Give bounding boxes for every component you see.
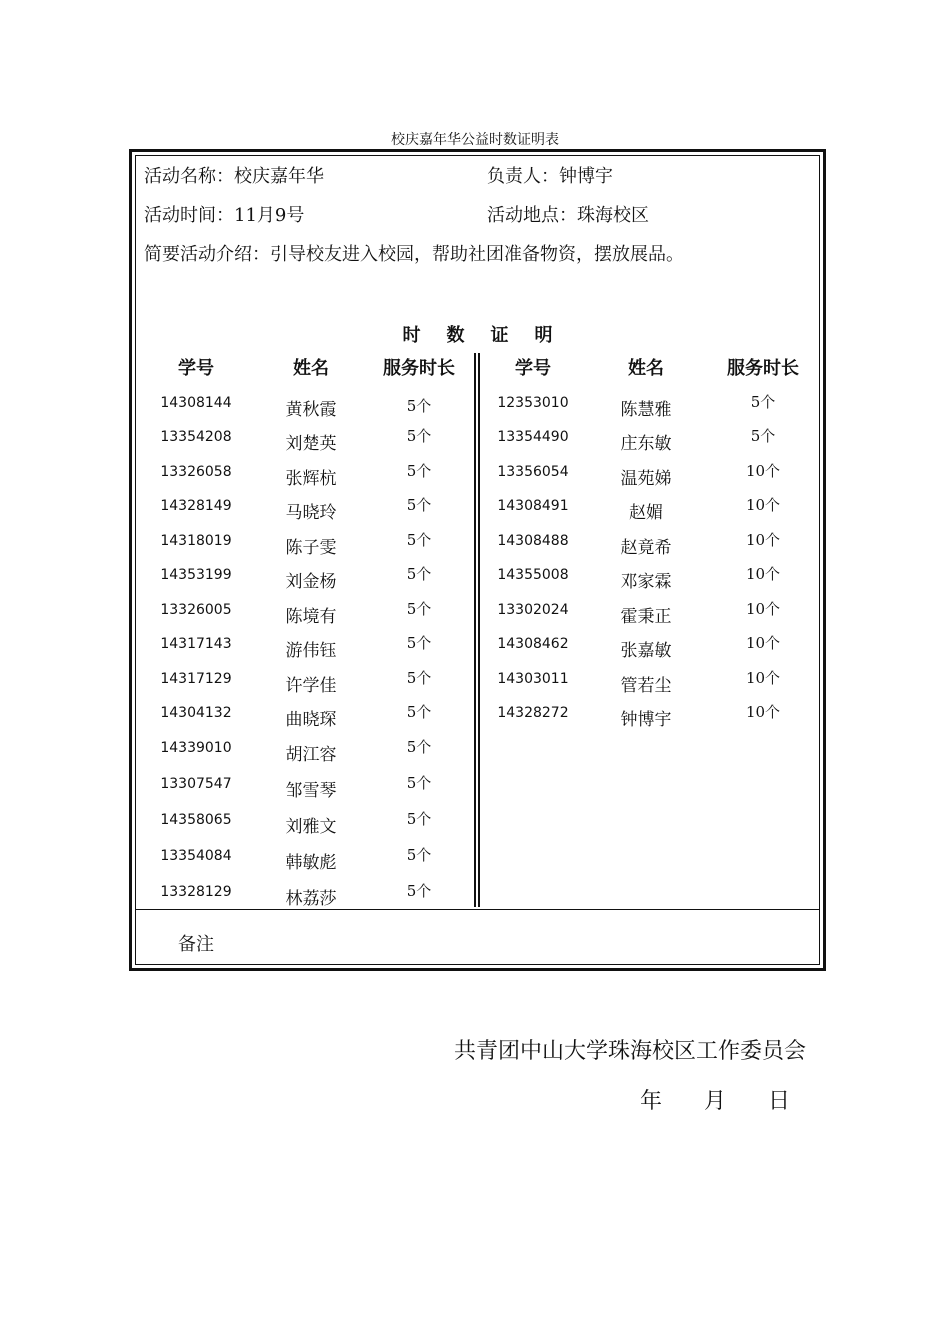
date-month-label: 月 <box>704 1089 727 1114</box>
student-name: 马晓玲 <box>285 503 337 523</box>
service-hours: 5个 <box>406 427 432 445</box>
student-id: 13326005 <box>160 602 232 618</box>
service-hours: 5个 <box>406 397 432 415</box>
student-id: 14308462 <box>497 636 569 652</box>
service-hours: 10个 <box>745 565 781 583</box>
student-name: 邹雪琴 <box>285 781 337 801</box>
date-line <box>640 1084 832 1115</box>
student-id: 13354490 <box>497 429 569 445</box>
service-hours: 10个 <box>745 600 781 618</box>
column-divider <box>474 353 480 907</box>
student-id: 13354208 <box>160 429 232 445</box>
service-hours: 5个 <box>406 738 432 756</box>
student-id: 14308144 <box>160 395 232 411</box>
student-name: 温苑娣 <box>620 469 672 489</box>
document-title: 校庆嘉年华公益时数证明表 <box>391 132 559 148</box>
student-id: 13326058 <box>160 464 232 480</box>
student-id: 14353199 <box>160 567 232 583</box>
student-name: 刘雅文 <box>285 817 337 837</box>
student-name: 胡江容 <box>285 745 337 765</box>
student-id: 14318019 <box>160 533 232 549</box>
date-year-label: 年 <box>640 1089 663 1114</box>
remark-divider <box>136 909 819 910</box>
student-name: 管若尘 <box>620 676 672 696</box>
student-id: 14308488 <box>497 533 569 549</box>
student-name: 韩敏彪 <box>285 853 337 873</box>
date-day-label: 日 <box>768 1089 791 1114</box>
student-name: 游伟钰 <box>285 641 337 661</box>
organization-signature: 共青团中山大学珠海校区工作委员会 <box>453 1039 806 1064</box>
student-id: 14308491 <box>497 498 569 514</box>
student-name: 陈境有 <box>285 607 337 627</box>
student-id: 14339010 <box>160 740 232 756</box>
student-name: 陈慧雅 <box>620 400 672 420</box>
student-name: 邓家霖 <box>620 572 672 592</box>
service-hours: 5个 <box>406 846 432 864</box>
service-hours: 10个 <box>745 634 781 652</box>
service-hours: 10个 <box>745 703 781 721</box>
student-name: 张辉杭 <box>285 469 337 489</box>
certificate-form-inner <box>135 155 820 965</box>
student-name: 曲晓琛 <box>285 710 337 730</box>
service-hours: 5个 <box>406 703 432 721</box>
activity-location: 活动地点：珠海校区 <box>487 205 649 226</box>
student-id: 14328149 <box>160 498 232 514</box>
student-id: 12353010 <box>497 395 569 411</box>
student-name: 刘楚英 <box>285 434 337 454</box>
service-hours: 10个 <box>745 462 781 480</box>
activity-name: 活动名称：校庆嘉年华 <box>144 166 324 187</box>
student-id: 13328129 <box>160 884 232 900</box>
header-hours-right: 服务时长 <box>727 358 799 379</box>
service-hours: 10个 <box>745 531 781 549</box>
service-hours: 5个 <box>406 496 432 514</box>
leader: 负责人：钟博宇 <box>487 166 613 187</box>
section-title: 时数证明 <box>402 325 579 346</box>
student-id: 13354084 <box>160 848 232 864</box>
student-name: 赵竟希 <box>620 538 672 558</box>
student-name: 霍秉正 <box>620 607 672 627</box>
service-hours: 5个 <box>406 882 432 900</box>
certificate-form-frame <box>129 149 826 971</box>
student-id: 13307547 <box>160 776 232 792</box>
student-name: 林荔莎 <box>285 889 337 909</box>
student-name: 黄秋霞 <box>285 400 337 420</box>
student-name: 刘金杨 <box>285 572 337 592</box>
service-hours: 5个 <box>406 565 432 583</box>
student-id: 14317129 <box>160 671 232 687</box>
service-hours: 5个 <box>750 393 776 411</box>
student-name: 许学佳 <box>285 676 337 696</box>
student-id: 13302024 <box>497 602 569 618</box>
student-id: 14355008 <box>497 567 569 583</box>
service-hours: 5个 <box>406 669 432 687</box>
student-name: 钟博宇 <box>620 710 672 730</box>
header-name-right: 姓名 <box>628 358 664 379</box>
student-name: 庄东敏 <box>620 434 672 454</box>
student-id: 14328272 <box>497 705 569 721</box>
service-hours: 5个 <box>406 462 432 480</box>
service-hours: 5个 <box>406 531 432 549</box>
service-hours: 5个 <box>406 634 432 652</box>
activity-intro: 简要活动介绍：引导校友进入校园，帮助社团准备物资，摆放展品。 <box>144 244 684 265</box>
activity-time: 活动时间：11月9号 <box>144 205 305 226</box>
student-id: 14317143 <box>160 636 232 652</box>
service-hours: 10个 <box>745 496 781 514</box>
student-name: 赵媚 <box>629 503 663 523</box>
student-name: 陈子雯 <box>285 538 337 558</box>
header-id-left: 学号 <box>178 358 214 379</box>
student-name: 张嘉敏 <box>620 641 672 661</box>
remark-label: 备注 <box>178 934 214 955</box>
header-id-right: 学号 <box>515 358 551 379</box>
header-hours-left: 服务时长 <box>383 358 455 379</box>
student-id: 14358065 <box>160 812 232 828</box>
student-id: 13356054 <box>497 464 569 480</box>
service-hours: 5个 <box>406 600 432 618</box>
service-hours: 10个 <box>745 669 781 687</box>
header-name-left: 姓名 <box>293 358 329 379</box>
service-hours: 5个 <box>406 810 432 828</box>
service-hours: 5个 <box>750 427 776 445</box>
student-id: 14304132 <box>160 705 232 721</box>
student-id: 14303011 <box>497 671 569 687</box>
service-hours: 5个 <box>406 774 432 792</box>
